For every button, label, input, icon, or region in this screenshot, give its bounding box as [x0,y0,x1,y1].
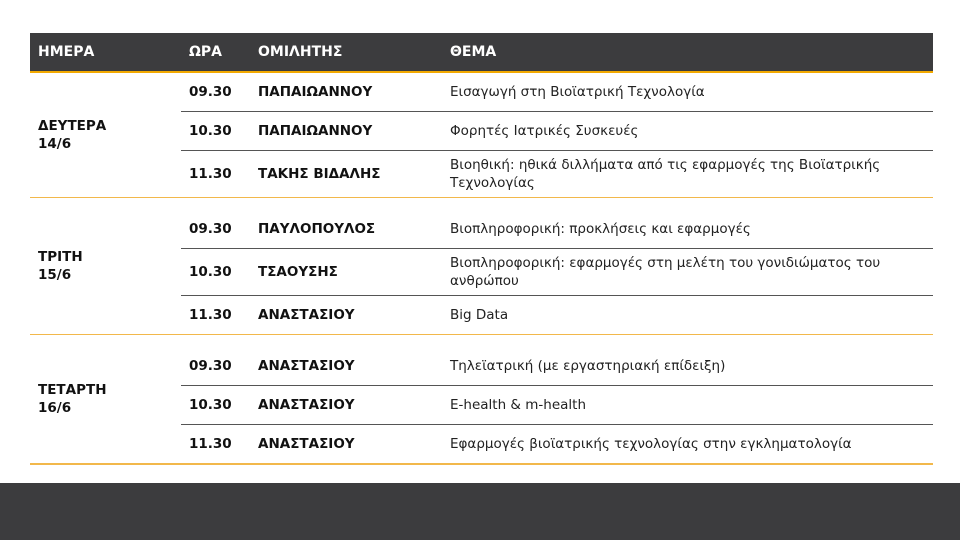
session-time: 10.30 [189,264,232,280]
session-time: 11.30 [189,166,232,182]
day-name: ΔΕΥΤΕΡΑ [38,118,107,134]
day-cell [30,198,181,334]
day-group [30,73,933,198]
day-cell [30,73,181,197]
session-speaker: ΤΑΚΗΣ ΒΙΔΑΛΗΣ [258,166,381,182]
table-row [181,386,933,425]
table-row [181,73,933,112]
header-day: ΗΜΕΡΑ [38,44,95,60]
table-row [181,112,933,151]
table-row [181,425,933,463]
table-row [181,151,933,197]
session-speaker: ΤΣΑΟΥΣΗΣ [258,264,338,280]
table-row [181,335,933,386]
day-date: 16/6 [38,400,72,416]
header-topic: ΘΕΜΑ [450,44,497,60]
day-group [30,198,933,335]
session-topic: Εισαγωγή στη Βιοϊατρική Τεχνολογία [450,84,705,100]
table-header [30,33,933,73]
session-topic: Big Data [450,307,509,323]
session-speaker: ΠΑΥΛΟΠΟΥΛΟΣ [258,221,376,237]
day-date: 15/6 [38,267,72,283]
session-speaker: ΠΑΠΑΙΩΑΝΝΟΥ [258,123,373,139]
session-topic: Βιοπληροφορική: εφαρμογές στη μελέτη του γονιδιώματος του ανθρώπου [450,255,881,289]
table-row [181,198,933,249]
session-speaker: ΑΝΑΣΤΑΣΙΟΥ [258,436,355,452]
day-name: ΤΕΤΑΡΤΗ [38,382,107,398]
header-time: ΩΡΑ [189,44,222,60]
session-speaker: ΑΝΑΣΤΑΣΙΟΥ [258,358,355,374]
table-row [181,249,933,296]
session-topic: Τηλεϊατρική (με εργαστηριακή επίδειξη) [450,358,726,374]
session-time: 11.30 [189,307,232,323]
session-time: 11.30 [189,436,232,452]
session-topic: Βιοηθική: ηθικά διλλήματα από τις εφαρμογές της Βιοϊατρικής Τεχνολογίας [450,157,881,191]
table-row [181,296,933,334]
session-topic: Βιοπληροφορική: προκλήσεις και εφαρμογές [450,221,751,237]
session-topic: Εφαρμογές βιοϊατρικής τεχνολογίας στην εγκληματολογία [450,436,852,452]
session-topic: E-health & m-health [450,397,587,413]
session-speaker: ΠΑΠΑΙΩΑΝΝΟΥ [258,84,373,100]
header-speaker: ΟΜΙΛΗΤΗΣ [258,44,343,60]
day-date: 14/6 [38,136,72,152]
session-time: 09.30 [189,221,232,237]
session-speaker: ΑΝΑΣΤΑΣΙΟΥ [258,307,355,323]
session-speaker: ΑΝΑΣΤΑΣΙΟΥ [258,397,355,413]
footer-band [0,483,960,540]
day-cell [30,335,181,463]
session-topic: Φορητές Ιατρικές Συσκευές [450,123,639,139]
session-time: 10.30 [189,123,232,139]
session-time: 10.30 [189,397,232,413]
session-time: 09.30 [189,84,232,100]
session-time: 09.30 [189,358,232,374]
schedule-table [30,33,933,465]
day-group [30,335,933,465]
day-name: ΤΡΙΤΗ [38,249,83,265]
